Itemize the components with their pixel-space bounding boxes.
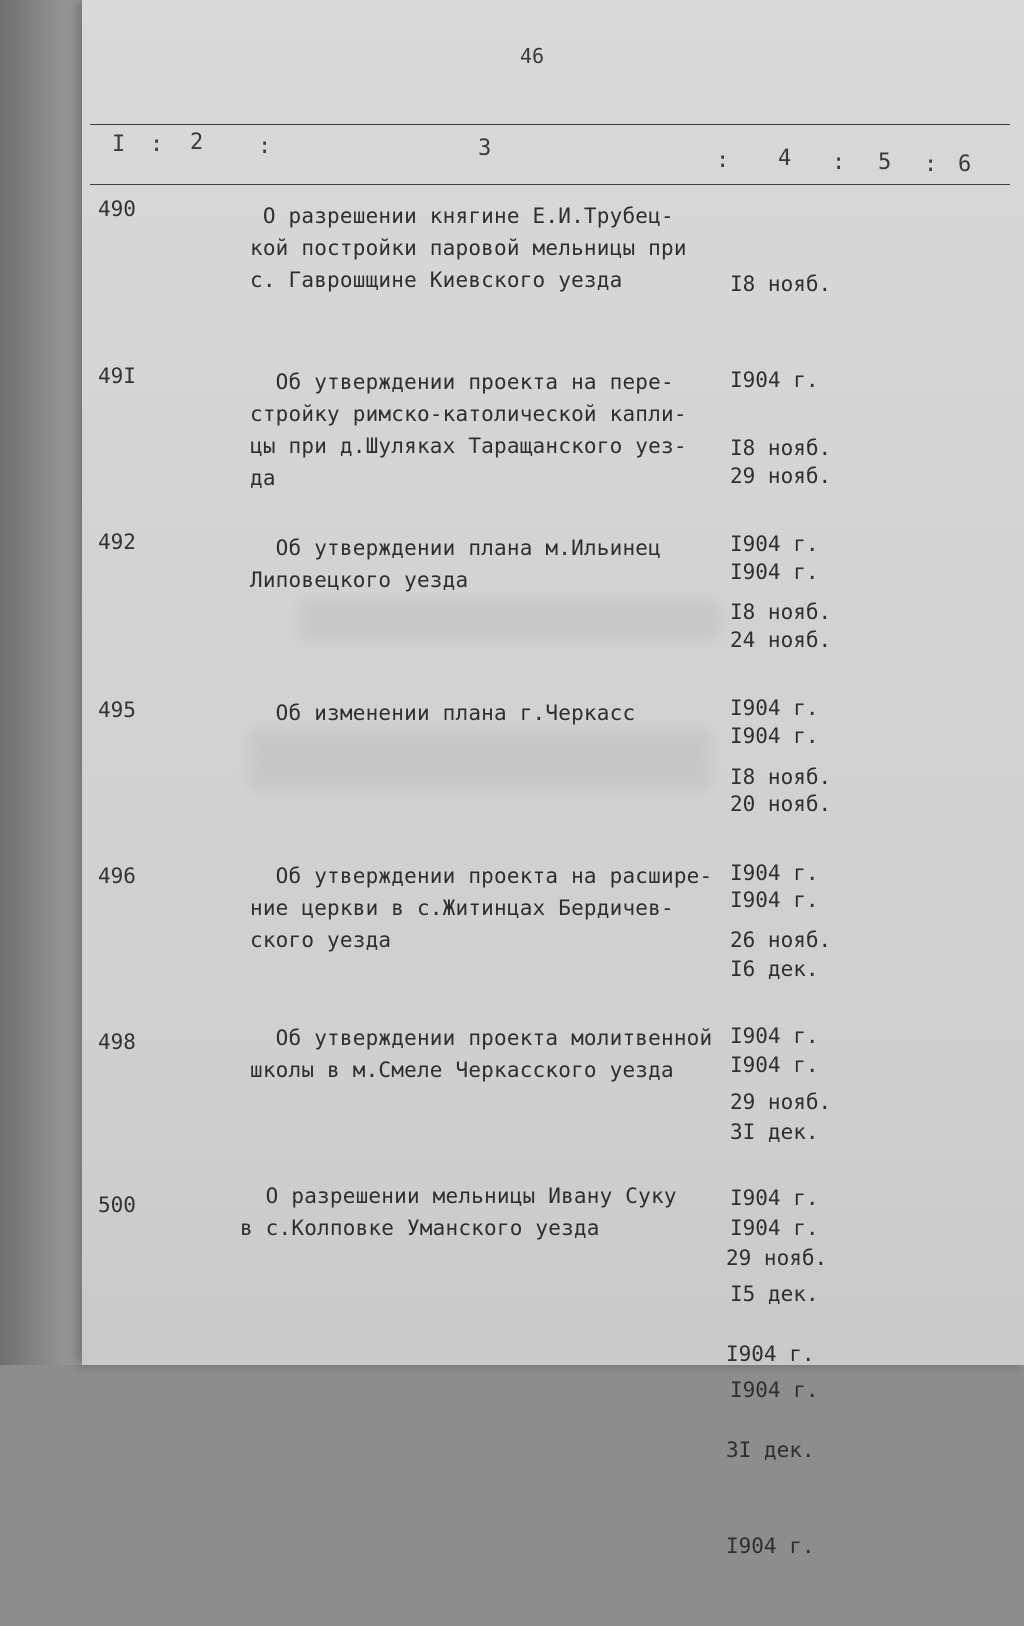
entry-title: Об утверждении проекта молитвенной школы в м.Смеле Черкасского уезда	[250, 1026, 713, 1082]
header-col-6: 6	[958, 152, 972, 177]
date-start: I8 нояб.	[730, 765, 832, 789]
header-col-1: I	[112, 132, 126, 157]
entry-title: Об утверждении плана м.Ильинец Липовецкого уезда	[250, 536, 661, 592]
page-number: 46	[520, 44, 545, 68]
underlying-page-edge	[0, 0, 92, 1365]
date-end-year: I904 г.	[730, 1378, 819, 1402]
entry-title: Об утверждении проекта на пере- стройку римско-католической капли- цы при д.Шуляках Таращанского уез- да	[250, 370, 687, 490]
entry-number: 492	[98, 530, 136, 554]
header-col-3: 3	[478, 136, 492, 161]
date-end: I5 дек.	[730, 1282, 819, 1306]
date-start-year: I904 г.	[726, 1342, 815, 1366]
date-end-year: I904 г.	[730, 888, 819, 912]
header-separator: :	[150, 132, 164, 157]
date-start-year: I904 г.	[730, 1024, 819, 1048]
date-start-year: I904 г.	[730, 532, 819, 556]
entry-title: О разрешении мельницы Ивану Суку в с.Колповке Уманского уезда	[240, 1184, 677, 1240]
entry-dates	[726, 1178, 856, 1626]
header-col-4: 4	[778, 146, 792, 171]
header-col-5: 5	[878, 150, 892, 175]
entry-number: 49I	[98, 364, 136, 388]
date-start: 29 нояб.	[726, 1246, 828, 1270]
date-start-year: I904 г.	[730, 696, 819, 720]
date-start: I8 нояб.	[730, 272, 832, 296]
entry-title: Об изменении плана г.Черкасс	[250, 701, 636, 725]
entry-number: 498	[98, 1030, 136, 1054]
entry-number: 490	[98, 197, 136, 221]
entry-title: Об утверждении проекта на расшире- ние церкви в с.Житинцах Бердичев- ского уезда	[250, 864, 713, 952]
date-start: I8 нояб.	[730, 436, 832, 460]
header-separator: :	[716, 148, 730, 173]
date-end: 3I дек.	[730, 1120, 819, 1144]
date-start-year: I904 г.	[730, 861, 819, 885]
date-start-year: I904 г.	[730, 368, 819, 392]
date-end: 20 нояб.	[730, 792, 832, 816]
bleed-through	[300, 600, 720, 640]
header-rule-top	[90, 124, 1010, 125]
date-start: I8 нояб.	[730, 600, 832, 624]
date-end: 24 нояб.	[730, 628, 832, 652]
date-start-year: I904 г.	[730, 1186, 819, 1210]
header-col-2: 2	[190, 130, 204, 155]
header-separator: :	[924, 152, 938, 177]
date-start: 26 нояб.	[730, 928, 832, 952]
date-start: 29 нояб.	[730, 1090, 832, 1114]
header-separator: :	[832, 150, 846, 175]
date-end-year: I904 г.	[726, 1534, 815, 1558]
bleed-through	[250, 730, 710, 790]
entry-title: О разрешении княгине Е.И.Трубец- кой постройки паровой мельницы при с. Гаврошщине Киевского уезда	[250, 204, 687, 292]
date-end: I6 дек.	[730, 957, 819, 981]
date-end-year: I904 г.	[730, 1216, 819, 1240]
header-separator: :	[258, 134, 272, 159]
date-end: 3I дек.	[726, 1438, 815, 1462]
entry-number: 500	[98, 1193, 136, 1217]
date-end-year: I904 г.	[730, 560, 819, 584]
date-end-year: I904 г.	[730, 724, 819, 748]
entry-number: 495	[98, 698, 136, 722]
entry-number: 496	[98, 864, 136, 888]
date-end: 29 нояб.	[730, 464, 832, 488]
header-rule-bottom	[90, 184, 1010, 185]
date-end-year: I904 г.	[730, 1053, 819, 1077]
